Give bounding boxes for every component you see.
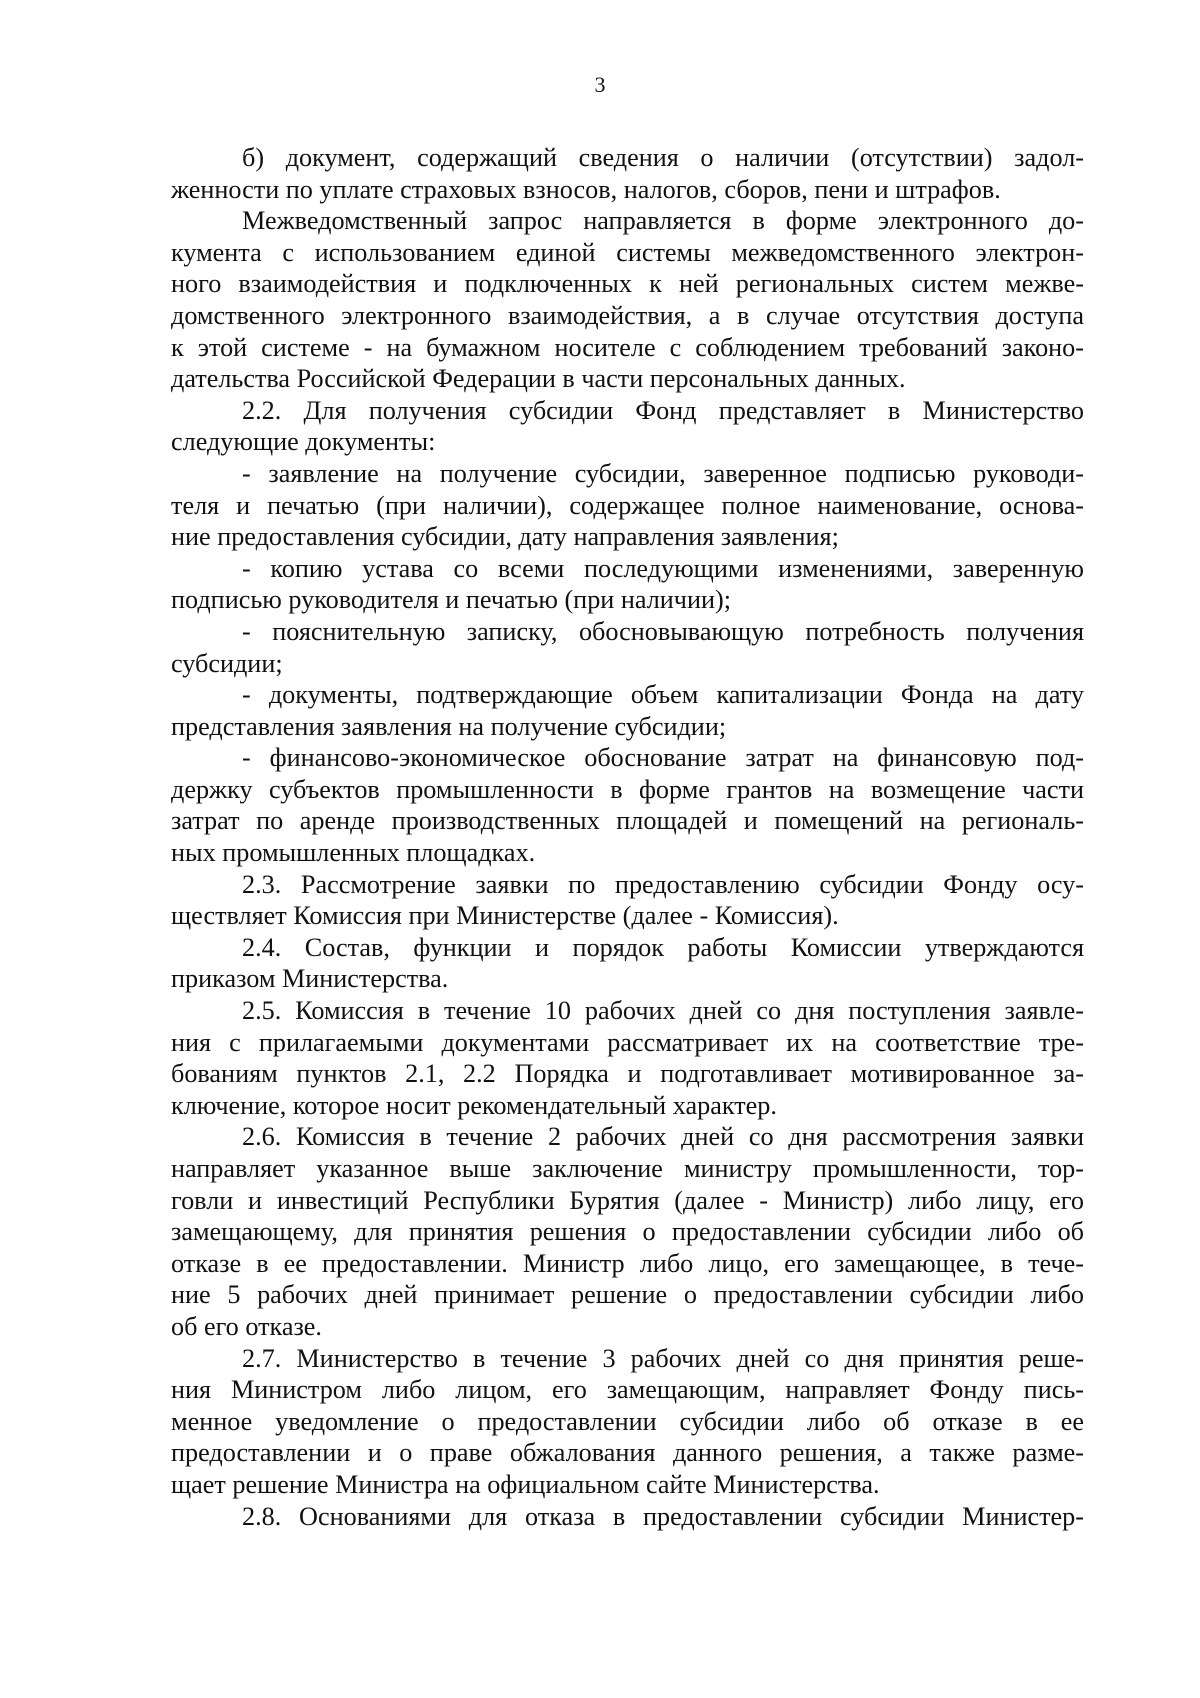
text-line: предоставлении и о праве обжалования данного решения, а также разме-: [171, 1438, 1084, 1468]
text-line: - финансово-экономическое обоснование затрат на финансовую под-: [242, 743, 1084, 773]
text-line: ного взаимодействия и подключенных к ней региональных систем межве-: [171, 269, 1084, 299]
paragraph: [171, 395, 1084, 458]
text-line: - пояснительную записку, обосновывающую потребность получения: [242, 616, 1084, 646]
paragraph: [171, 553, 1084, 616]
text-line: теля и печатью (при наличии), содержащее полное наименование, основа-: [171, 490, 1084, 520]
paragraph: [171, 142, 1084, 205]
text-line: держку субъектов промышленности в форме грантов на возмещение части: [171, 774, 1084, 804]
text-line: ществляет Комиссия при Министерстве (далее - Комиссия).: [171, 901, 839, 931]
text-line: щает решение Министра на официальном сайте Министерства.: [171, 1469, 880, 1499]
text-line: представления заявления на получение субсидии;: [171, 711, 727, 741]
text-line: - заявление на получение субсидии, заверенное подписью руководи-: [242, 458, 1084, 488]
text-line: отказе в ее предоставлении. Министр либо лицо, его замещающее, в тече-: [171, 1248, 1084, 1278]
paragraph: [171, 869, 1084, 932]
text-line: ние предоставления субсидии, дату направления заявления;: [171, 522, 839, 552]
paragraph: [171, 932, 1084, 995]
text-line: замещающему, для принятия решения о предоставлении субсидии либо об: [171, 1217, 1084, 1247]
text-line: - копию устава со всеми последующими изменениями, заверенную: [242, 553, 1084, 583]
paragraph: [171, 458, 1084, 553]
text-line: бованиям пунктов 2.1, 2.2 Порядка и подготавливает мотивированное за-: [171, 1059, 1084, 1089]
text-line: к этой системе - на бумажном носителе с соблюдением требований законо-: [171, 332, 1084, 362]
text-line: ние 5 рабочих дней принимает решение о предоставлении субсидии либо: [171, 1280, 1084, 1310]
paragraph: [171, 1501, 1084, 1533]
text-line: 2.3. Рассмотрение заявки по предоставлению субсидии Фонду осу-: [242, 869, 1084, 899]
text-line: б) документ, содержащий сведения о наличии (отсутствии) задол-: [242, 143, 1084, 172]
paragraph: [171, 1343, 1084, 1501]
text-line: менное уведомление о предоставлении субсидии либо об отказе в ее: [171, 1406, 1084, 1436]
text-line: ных промышленных площадках.: [171, 838, 536, 868]
paragraph: [171, 995, 1084, 1121]
text-line: говли и инвестиций Республики Бурятия (далее - Министр) либо лицу, его: [171, 1185, 1084, 1215]
text-line: 2.8. Основаниями для отказа в предоставлении субсидии Министер-: [242, 1501, 1084, 1531]
document-body: [171, 142, 1084, 1532]
text-line: кумента с использованием единой системы межведомственного электрон-: [171, 237, 1084, 267]
text-line: Межведомственный запрос направляется в форме электронного до-: [242, 206, 1084, 236]
text-line: женности по уплате страховых взносов, налогов, сборов, пени и штрафов.: [171, 174, 1001, 204]
text-line: - документы, подтверждающие объем капитализации Фонда на дату: [242, 680, 1084, 710]
paragraph: [171, 742, 1084, 868]
text-line: подписью руководителя и печатью (при наличии);: [171, 585, 731, 615]
paragraph: [171, 616, 1084, 679]
text-line: дательства Российской Федерации в части персональных данных.: [171, 364, 906, 394]
text-line: направляет указанное выше заключение министру промышленности, тор-: [171, 1154, 1084, 1183]
text-line: ния Министром либо лицом, его замещающим, направляет Фонду пись-: [171, 1375, 1084, 1405]
page-number: 3: [594, 72, 606, 97]
text-line: об его отказе.: [171, 1311, 322, 1341]
text-line: 2.5. Комиссия в течение 10 рабочих дней со дня поступления заявле-: [242, 996, 1084, 1026]
text-line: затрат по аренде производственных площадей и помещений на региональ-: [171, 806, 1084, 836]
text-line: ключение, которое носит рекомендательный характер.: [171, 1090, 777, 1120]
text-line: следующие документы:: [171, 427, 436, 457]
text-line: 2.2. Для получения субсидии Фонд представляет в Министерство: [242, 395, 1084, 425]
text-line: 2.6. Комиссия в течение 2 рабочих дней со дня рассмотрения заявки: [242, 1122, 1084, 1152]
text-line: приказом Министерства.: [171, 964, 449, 994]
paragraph: [171, 205, 1084, 395]
text-line: ния с прилагаемыми документами рассматривает их на соответствие тре-: [171, 1027, 1084, 1057]
paragraph: [171, 1121, 1084, 1342]
text-line: субсидии;: [171, 648, 283, 678]
paragraph: [171, 679, 1084, 742]
text-line: 2.7. Министерство в течение 3 рабочих дней со дня принятия реше-: [242, 1343, 1084, 1373]
text-line: домственного электронного взаимодействия, а в случае отсутствия доступа: [171, 300, 1084, 330]
text-line: 2.4. Состав, функции и порядок работы Комиссии утверждаются: [242, 932, 1084, 962]
